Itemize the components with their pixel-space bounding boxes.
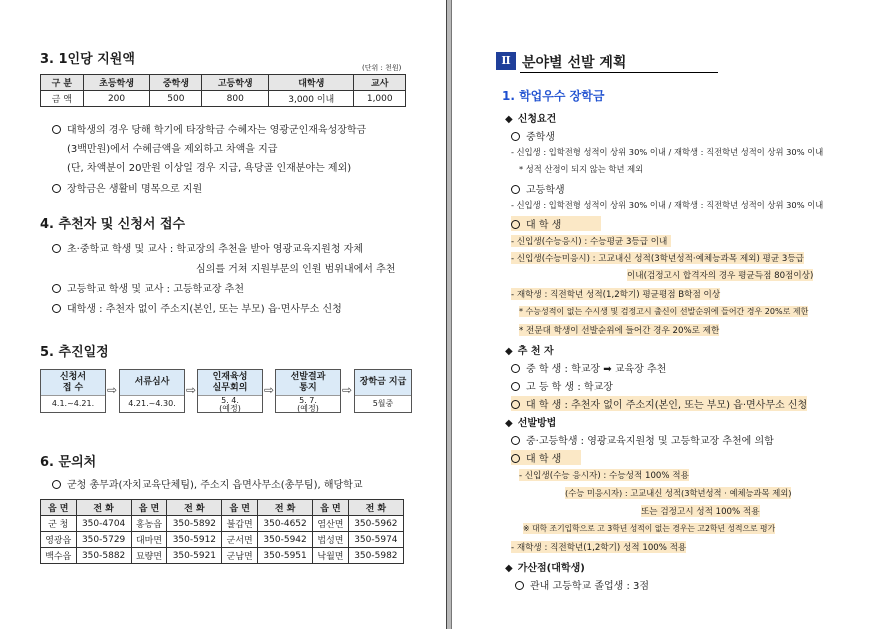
text-line: - 신입생(수능미응시) : 고교내신 성적(3학년성적·예체능과목 제외) 평균 3등급 [511, 254, 804, 264]
table-row [41, 516, 404, 532]
table-cell: 금 액 [41, 91, 84, 107]
heading-item [505, 559, 585, 574]
text-line: - 신입생(수능 응시자) : 수능성적 100% 적용 [519, 471, 689, 481]
bullet-item [511, 378, 613, 393]
step-title: 인재육성 실무회의 [198, 370, 262, 396]
bullet-item [52, 121, 366, 136]
text-line-cont: 또는 검정고시 성적 100% 적용 [641, 507, 760, 517]
step-title: 신청서 접 수 [41, 370, 105, 396]
table-cell: 350-5982 [348, 548, 403, 564]
text-line: - 재학생 : 직전학년 성적(1,2학기) 평균평점 B학점 이상 [511, 290, 721, 300]
step-date: 4.21.~4.30. [128, 399, 176, 408]
circle-bullet-icon [511, 382, 520, 391]
circle-bullet-icon [52, 480, 61, 489]
note-line: ※ 대학 조기입학으로 고 3학년 성적이 없는 경우는 고2학년 성적으로 평가 [523, 524, 776, 533]
heading-item [505, 110, 556, 125]
circle-bullet-icon [52, 284, 61, 293]
bullet-text: 관내 고등학교 졸업생 : 3점 [530, 581, 650, 592]
table-cell: 대마면 [131, 532, 167, 548]
arrow-right-icon: ⇨ [264, 383, 275, 397]
heading-text: 가산점(대학생) [517, 563, 585, 574]
section4-title: 4. 추천자 및 신청서 접수 [40, 217, 186, 232]
text-line: - 신입생(수능응시) : 수능평균 3등급 이내 [511, 235, 671, 247]
bullet-item [52, 476, 363, 491]
schedule-step [354, 369, 412, 413]
table-cell: 법성면 [313, 532, 349, 548]
section3-title: 3. 1인당 지원액 [40, 52, 135, 67]
table-header-cell: 교사 [354, 75, 406, 91]
contact-table [40, 499, 404, 564]
table-header-cell: 전 화 [76, 500, 131, 516]
bullet-item [52, 280, 244, 295]
table-header-cell: 읍 면 [131, 500, 167, 516]
table-header-cell: 전 화 [348, 500, 403, 516]
bullet-text: 고 등 학 생 : 학교장 [526, 382, 613, 393]
support-amount-table [40, 74, 406, 107]
table-cell: 350-5942 [257, 532, 312, 548]
bullet-item [52, 240, 363, 255]
bullet-item [511, 396, 807, 411]
schedule-step [197, 369, 263, 413]
table-cell: 800 [202, 91, 269, 107]
bullet-text: 중·고등학생 : 영광교육지원청 및 고등학교장 추천에 의함 [526, 436, 774, 447]
diamond-bullet-icon: ◆ [505, 346, 513, 357]
bullet-item [52, 300, 342, 315]
table-cell: 350-5951 [257, 548, 312, 564]
table-header-cell: 중학생 [150, 75, 202, 91]
bullet-item [511, 128, 555, 143]
bullet-text-cont: (단, 차액분이 20만원 이상일 경우 지급, 욕당골 인재분야는 제외) [67, 163, 352, 174]
step-date: 5월중 [372, 399, 394, 408]
table-header-cell: 대학생 [269, 75, 354, 91]
table-cell: 불갑면 [222, 516, 258, 532]
circle-bullet-icon [511, 454, 520, 463]
title-underline [520, 72, 718, 73]
diamond-bullet-icon: ◆ [505, 418, 513, 429]
schedule-step [119, 369, 185, 413]
note-line: * 성적 산정이 되지 않는 학년 제외 [519, 164, 644, 174]
table-header-cell: 전 화 [167, 500, 222, 516]
note-line: * 수능성적이 없는 수시생 및 검정고시 출신이 선발순위에 들어간 경우 20%로 제한 [519, 307, 809, 316]
heading-item [505, 414, 556, 429]
circle-bullet-icon [52, 125, 61, 134]
bullet-text: 대학생 : 추천자 없이 주소지(본인, 또는 부모) 읍·면사무소 신청 [67, 304, 342, 315]
heading-text: 신청요건 [517, 114, 557, 125]
table-cell: 1,000 [354, 91, 406, 107]
table-cell: 군 청 [41, 516, 77, 532]
table-header-cell: 읍 면 [41, 500, 77, 516]
step-date: 4.1.~4.21. [51, 399, 95, 408]
bullet-text: 대 학 생 : 추천자 없이 주소지(본인, 또는 부모) 읍·면사무소 신청 [526, 400, 808, 411]
subsection-title: 1. 학업우수 장학금 [502, 89, 605, 103]
section-number-badge: Ⅱ [496, 52, 516, 70]
bullet-text: 대학생의 경우 당해 학기에 타장학금 수혜자는 영광군인재육성장학금 [67, 125, 367, 136]
text-line: - 재학생 : 직전학년(1,2학기) 성적 100% 적용 [511, 543, 687, 553]
bullet-text-cont: 심의를 거쳐 지원부문의 인원 범위내에서 추천 [196, 264, 396, 275]
bullet-item [511, 450, 581, 465]
table-cell: 군서면 [222, 532, 258, 548]
table-cell: 350-5912 [167, 532, 222, 548]
bullet-item [511, 432, 774, 447]
table-cell: 350-4652 [257, 516, 312, 532]
circle-bullet-icon [52, 244, 61, 253]
table-header-cell: 읍 면 [313, 500, 349, 516]
table-cell: 염산면 [313, 516, 349, 532]
table-cell: 350-4704 [76, 516, 131, 532]
bullet-text: 중학생 [526, 132, 555, 143]
table-header-cell: 고등학생 [202, 75, 269, 91]
bullet-text: 고등학교 학생 및 교사 : 고등학교장 추천 [67, 284, 245, 295]
heading-text: 선발방법 [517, 418, 557, 429]
note-line: * 전문대 학생이 선발순위에 들어간 경우 20%로 제한 [519, 326, 720, 336]
bullet-item [511, 216, 601, 231]
bullet-text-cont: (3백만원)에서 수혜금액을 제외하고 차액을 지급 [67, 144, 278, 155]
table-cell: 군남면 [222, 548, 258, 564]
bullet-item [511, 181, 565, 196]
diamond-bullet-icon: ◆ [505, 563, 513, 574]
step-title: 선발결과 통지 [276, 370, 340, 396]
schedule-step [275, 369, 341, 413]
text-line: - 신입생 : 입학전형 성적이 상위 30% 이내 / 재학생 : 직전학년 성적이 상위 30% 이내 [511, 200, 824, 210]
table-header-cell: 초등학생 [83, 75, 150, 91]
table-cell: 3,000 이내 [269, 91, 354, 107]
bullet-text: 군청 총무과(자치교육단체팀), 주소지 읍면사무소(총무팀), 해당학교 [67, 480, 363, 491]
section5-title: 5. 추진일정 [40, 345, 109, 360]
table-cell: 350-5974 [348, 532, 403, 548]
table-cell: 350-5882 [76, 548, 131, 564]
bullet-text: 장학금은 생활비 명목으로 지원 [67, 184, 203, 195]
table-header-cell: 구 분 [41, 75, 84, 91]
circle-bullet-icon [511, 400, 520, 409]
table-cell: 영광읍 [41, 532, 77, 548]
section-title: 분야별 선발 계획 [522, 55, 627, 71]
table-cell: 홍농읍 [131, 516, 167, 532]
bullet-text: 대 학 생 [526, 220, 562, 231]
circle-bullet-icon [511, 132, 520, 141]
text-line: (수능 미응시자) : 고교내신 성적(3학년성적 · 예체능과목 제외) [565, 488, 792, 498]
table-cell: 350-5892 [167, 516, 222, 532]
step-date: 5. 4. (예정) [219, 396, 241, 413]
table-header-cell: 전 화 [257, 500, 312, 516]
text-line-cont: 이내(검정고시 합격자의 경우 평균득점 80점이상) [627, 271, 814, 281]
diamond-bullet-icon: ◆ [505, 114, 513, 125]
table-header-cell: 읍 면 [222, 500, 258, 516]
heading-text: 추 천 자 [517, 346, 554, 357]
page-gutter [446, 0, 452, 629]
circle-bullet-icon [511, 220, 520, 229]
table-cell: 낙월면 [313, 548, 349, 564]
text-line: - 신입생 : 입학전형 성적이 상위 30% 이내 / 재학생 : 직전학년 성적이 상위 30% 이내 [511, 147, 824, 157]
bullet-item [511, 360, 666, 375]
schedule-step [40, 369, 106, 413]
step-title: 장학금 지급 [355, 370, 411, 396]
circle-bullet-icon [511, 436, 520, 445]
table-cell: 350-5962 [348, 516, 403, 532]
arrow-right-icon: ⇨ [186, 383, 197, 397]
circle-bullet-icon [52, 184, 61, 193]
table-cell: 350-5729 [76, 532, 131, 548]
bullet-text: 중 학 생 : 학교장 ➡ 교육장 추천 [526, 364, 667, 375]
section6-title: 6. 문의처 [40, 455, 97, 470]
unit-label: (단위 : 천원) [362, 64, 402, 72]
table-row [41, 532, 404, 548]
left-page [0, 0, 446, 629]
step-title: 서류심사 [120, 370, 184, 396]
bullet-item [52, 180, 202, 195]
table-cell: 500 [150, 91, 202, 107]
circle-bullet-icon [511, 364, 520, 373]
circle-bullet-icon [52, 304, 61, 313]
arrow-right-icon: ⇨ [342, 383, 353, 397]
arrow-right-icon: ⇨ [107, 383, 118, 397]
bullet-text: 초·중학교 학생 및 교사 : 학교장의 추천을 받아 영광교육지원청 자체 [67, 244, 363, 255]
heading-item [505, 342, 554, 357]
bullet-text: 대 학 생 [526, 454, 562, 465]
table-cell: 묘량면 [131, 548, 167, 564]
table-cell: 200 [83, 91, 150, 107]
bullet-item [515, 577, 649, 592]
bullet-text: 고등학생 [526, 185, 565, 196]
step-date: 5. 7. (예정) [297, 396, 319, 413]
circle-bullet-icon [515, 581, 524, 590]
table-cell: 백수읍 [41, 548, 77, 564]
table-row [41, 548, 404, 564]
table-cell: 350-5921 [167, 548, 222, 564]
circle-bullet-icon [511, 185, 520, 194]
